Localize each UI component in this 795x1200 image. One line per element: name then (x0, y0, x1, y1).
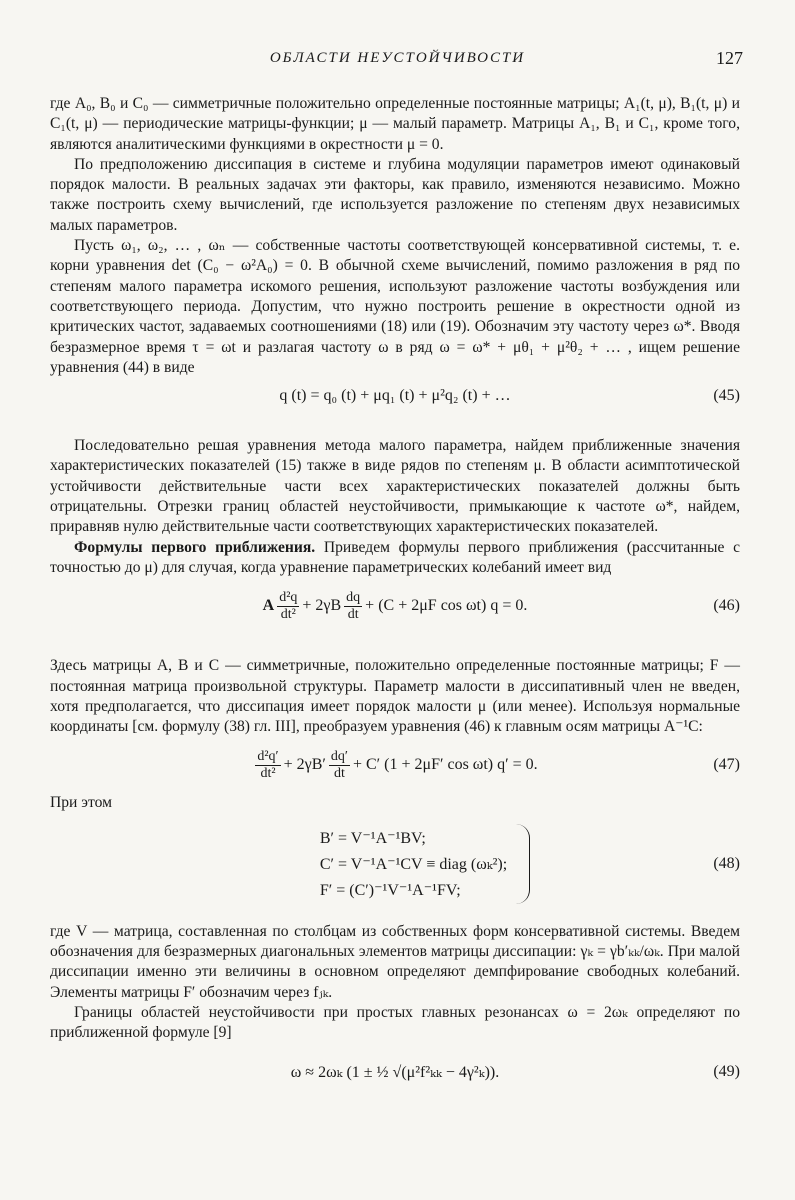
equation-48-number: (48) (713, 854, 740, 872)
equation-47-num1: d²q′ (257, 748, 279, 764)
equation-46-num2: dq (346, 589, 361, 605)
equation-47-den2: dt (333, 765, 345, 781)
equation-48-line-2: C′ = V⁻¹A⁻¹CV ≡ diag (ωₖ²); (319, 855, 508, 873)
equation-47-frac2 (329, 749, 350, 782)
paragraph-5 (50, 538, 740, 579)
running-head: ОБЛАСТИ НЕУСТОЙЧИВОСТИ (269, 50, 526, 66)
equation-46-number: (46) (713, 597, 740, 615)
equation-48-line-3: F′ = (C′)⁻¹V⁻¹A⁻¹FV; (319, 881, 461, 899)
paragraph-7-label: При этом (50, 794, 112, 812)
page-header (0, 50, 795, 74)
equation-45-body: q (t) = q₀ (t) + μq₁ (t) + μ²q₂ (t) + … (279, 387, 511, 405)
equation-47-tail: + C′ (1 + 2μF′ cos ωt) q′ = 0. (352, 756, 538, 774)
equation-48 (50, 814, 740, 914)
equation-46-frac1 (277, 590, 299, 623)
equation-47-num2: dq′ (330, 748, 348, 764)
equation-45 (50, 378, 740, 414)
equation-47-mid: + 2γB′ (283, 756, 326, 774)
equation-46-a: A (262, 597, 275, 615)
equation-47-den1: dt² (260, 765, 276, 781)
equation-46-den2: dt (347, 606, 359, 622)
paragraph-6: Здесь матрицы A, B и C — симметричные, положительно определенные постоянные матрицы; F — постоянная матрица произвольной структуры. Параметр малости в диссипативный член не введен, хотя предполагается, что диссипация имеет порядок малости μ (или менее). Используя нормальные координаты [см. формулу (38) гл. III], преобразуем уравнения (46) к главным осям матрицы A⁻¹C: (50, 657, 740, 736)
equation-45-number: (45) (713, 387, 740, 405)
equation-48-line-1: B′ = V⁻¹A⁻¹BV; (319, 829, 426, 847)
equation-46-num1: d²q (279, 589, 298, 605)
equation-46-den1: dt² (280, 606, 296, 622)
equation-47-frac1 (255, 749, 280, 782)
page-body (50, 94, 740, 1100)
paragraph-1: где A₀, B₀ и C₀ — симметричные положительно определенные постоянные матрицы; A₁(t, μ), B₁(t, μ) и C₁(t, μ) — периодические матрицы-функции; μ — малый параметр. Матрицы A₁, B₁ и C₁, кроме того, являются аналитическими функциями в окрестности μ = 0. (50, 95, 740, 153)
equation-46-frac2 (344, 590, 362, 623)
equation-46-tail: + (C + 2μF cos ωt) q = 0. (365, 597, 528, 615)
equation-46 (50, 578, 740, 634)
equation-46-mid: + 2γB (302, 597, 342, 615)
paragraph-5-text: Приведем формулы первого приближения (рассчитанные с точностью до μ) для случая, когда уравнение параметрических колебаний имеет вид (50, 538, 740, 576)
equation-47 (50, 737, 740, 793)
paragraph-8: где V — матрица, составленная по столбцам из собственных форм консервативной системы. Введем обозначения для безразмерных диагональных элементов матрицы диссипации: γₖ = γb′ₖₖ/ωₖ. При малой диссипации именно эти величины в основном определяют демпфирование свободных колебаний. Элементы матрицы F′ обозначим через fⱼₖ. (50, 922, 740, 1001)
paragraph-9: Границы областей неустойчивости при простых главных резонансах ω = 2ωₖ определяют по приближенной формуле [9] (50, 1003, 740, 1042)
equation-47-number: (47) (713, 756, 740, 774)
paragraph-5-heading: Формулы первого приближения. (74, 538, 316, 556)
equation-49 (50, 1044, 740, 1100)
equation-48-system (320, 824, 530, 904)
paragraph-4: Последовательно решая уравнения метода малого параметра, найдем приближенные значения характеристических показателей (15) также в виде рядов по степеням μ. В области асимптотической устойчивости действительные части всех характеристических показателей должны быть отрицательны. Отрезки границ областей неустойчивости, примыкающие к частоте ω*, найдем, приравняв нулю действительные части соответствующих характеристических показателей. (50, 437, 740, 536)
equation-49-number: (49) (713, 1062, 740, 1080)
paragraph-2: По предположению диссипация в системе и глубина модуляции параметров имеют одинаковый порядок малости. В реальных задачах эти факторы, как правило, изменяются независимо. Можно также построить схему вычислений, где используется разложение по степеням двух независимых малых параметров. (50, 155, 740, 234)
paragraph-3: Пусть ω₁, ω₂, … , ωₙ — собственные частоты соответствующей консервативной системы, т. е. корни уравнения det (C₀ − ω²A₀) = 0. В обычной схеме вычислений, помимо разложения в ряд по степеням малого параметра искомого решения, используют разложение частоты возбуждения или соответствующего периода. Допустим, что нужно построить решение в окрестности одной из критических частот, задаваемых соотношениями (18) или (19). Обозначим эту частоту через ω*. Вводя безразмерное время τ = ωt и разлагая частоту ω в ряд ω = ω* + μθ₁ + μ²θ₂ + … , ищем решение уравнения (44) в виде (50, 237, 740, 376)
equation-49-body: ω ≈ 2ωₖ (1 ± ½ √(μ²f²ₖₖ − 4γ²ₖ)). (290, 1063, 500, 1081)
page-number: 127 (716, 48, 743, 68)
